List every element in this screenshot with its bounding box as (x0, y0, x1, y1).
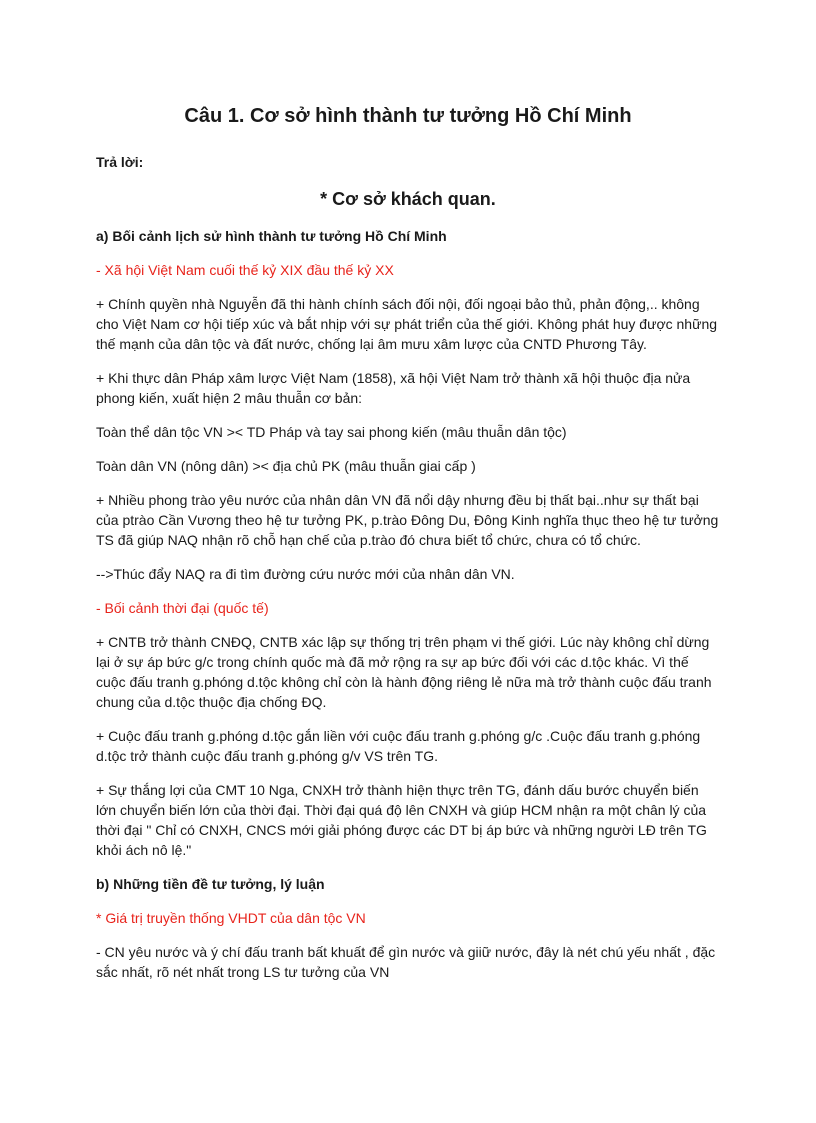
section-subtitle: * Cơ sở khách quan. (320, 189, 496, 209)
paragraph: + Nhiều phong trào yêu nước của nhân dân VN đã nổi dậy nhưng đều bị thất bại..như sự thất bại của ptrào Cần Vương theo hệ tư tưởng PK, p.trào Đông Du, Đông Kinh nghĩa thục theo hệ tư tưởng TS đã giúp NAQ nhận rõ chỗ hạn chế của p.trào đó chưa biết tổ chức, chưa có tổ chức. (96, 492, 719, 548)
section-a-sub1: - Xã hội Việt Nam cuối thế kỷ XIX đầu thế kỷ XX (96, 262, 394, 278)
paragraph: + Cuộc đấu tranh g.phóng d.tộc gắn liền với cuộc đấu tranh g.phóng g/c .Cuộc đấu tranh g.phóng d.tộc trở thành cuộc đấu tranh g.phóng g/v VS trên TG. (96, 728, 701, 764)
paragraph: Toàn dân VN (nông dân) >< địa chủ PK (mâu thuẫn giai cấp ) (96, 458, 476, 474)
paragraph: + CNTB trở thành CNĐQ, CNTB xác lập sự thống trị trên phạm vi thế giới. Lúc này không chỉ dừng lại ở sự áp bức g/c trong chính quốc mà đã mở rộng ra sự ap bức đối với các d.tộc khác. Vì thế cuộc đấu tranh g.phóng d.tộc không chỉ còn là hành động riêng lẻ nữa mà trở thành cuộc đấu tranh chung của d.tộc thuộc địa chống ĐQ. (96, 634, 712, 710)
paragraph: + Chính quyền nhà Nguyễn đã thi hành chính sách đối nội, đối ngoại bảo thủ, phản động,.. không cho Việt Nam cơ hội tiếp xúc và bắt nhịp với sự phát triển của thế giới. Không phát huy được những thế mạnh của dân tộc và đất nước, chống lại âm mưu xâm lược của CNTD Phương Tây. (96, 296, 718, 352)
section-a-heading: a) Bối cảnh lịch sử hình thành tư tưởng Hồ Chí Minh (96, 228, 447, 244)
document-title: Câu 1. Cơ sở hình thành tư tưởng Hồ Chí Minh (184, 105, 632, 127)
paragraph: + Sự thắng lợi của CMT 10 Nga, CNXH trở thành hiện thực trên TG, đánh dấu bước chuyển biến lớn chuyển biến lớn của thời đại. Thời đại quá độ lên CNXH và giúp HCM nhận ra một chân lý của thời đại " Chỉ có CNXH, CNCS mới giải phóng được các DT bị áp bức và những người LĐ trên TG khỏi ách nô lệ." (96, 782, 707, 858)
section-b-sub1: * Giá trị truyền thống VHDT của dân tộc VN (96, 910, 366, 926)
section-b-heading: b) Những tiền đề tư tưởng, lý luận (96, 876, 325, 892)
section-a-sub2: - Bối cảnh thời đại (quốc tế) (96, 600, 269, 616)
paragraph: + Khi thực dân Pháp xâm lược Việt Nam (1858), xã hội Việt Nam trở thành xã hội thuộc địa nửa phong kiến, xuất hiện 2 mâu thuẫn cơ bản: (96, 370, 691, 406)
paragraph: Toàn thể dân tộc VN >< TD Pháp và tay sai phong kiến (mâu thuẫn dân tộc) (96, 424, 567, 440)
answer-label: Trả lời: (96, 154, 144, 170)
paragraph: -->Thúc đẩy NAQ ra đi tìm đường cứu nước mới của nhân dân VN. (96, 566, 515, 582)
paragraph: - CN yêu nước và ý chí đấu tranh bất khuất để gìn nước và giiữ nước, đây là nét chú yếu nhất , đặc sắc nhất, rõ nét nhất trong LS tư tưởng của VN (96, 944, 716, 980)
